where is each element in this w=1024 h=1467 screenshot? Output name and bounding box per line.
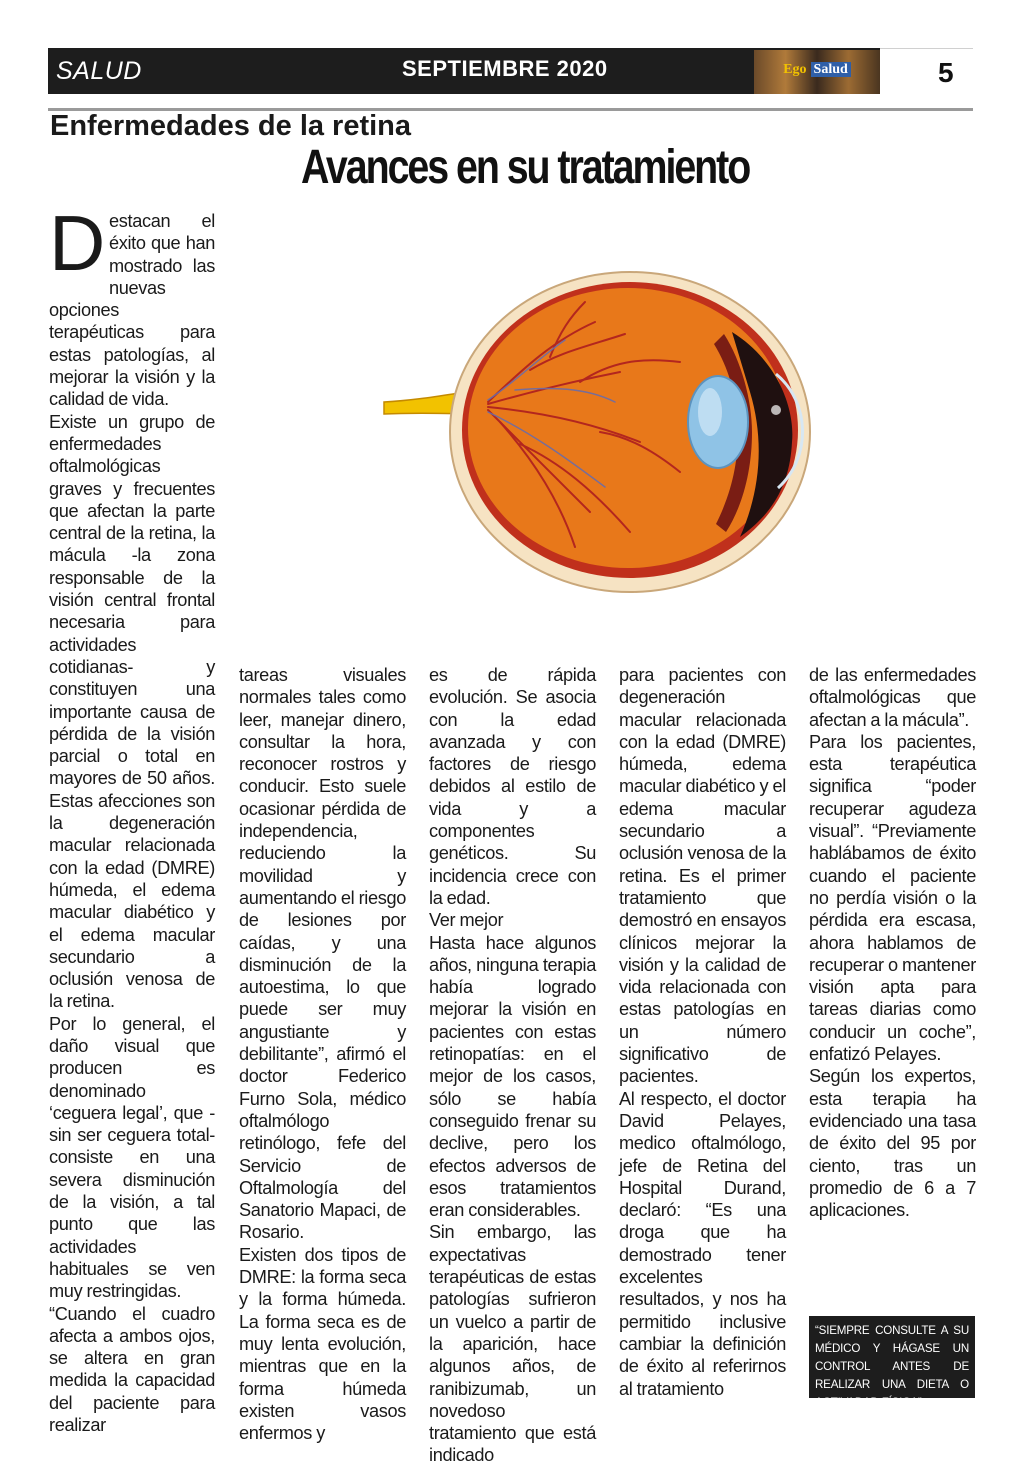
eye-anatomy-illustration	[380, 262, 820, 592]
paragraph: Hasta hace algunos años, ninguna terapia había logrado mejorar la visión en pacientes con estas retinopatías: en el mejor de los casos, sólo se había conseguido frenar su declive, pero los efectos adversos de esos tratamientos eran considerables.	[429, 932, 596, 1221]
paragraph: Sin embargo, las expectativas terapéuticas de estas patologías sufrieron un vuelco a partir de la aparición, hace algunos años, de ranibizumab, un novedoso tratamiento que está indicado	[429, 1222, 596, 1466]
article-column-1	[49, 199, 215, 1436]
paragraph: Para los pacientes, esta terapéutica significa “poder recuperar agudeza visual”. “Previamente hablábamos de éxito cuando el paciente no perdía visión o la pérdida era escasa, ahora hablamos de recuperar o mantener visión apta para tareas diarias como conducir un coche”, enfatizó Pelayes.	[809, 731, 976, 1065]
paragraph: Según los expertos, esta terapia ha evidenciado una tasa de éxito del 95 por ciento, tras un promedio de 6 a 7 aplicaciones.	[809, 1066, 976, 1221]
page-number-box	[880, 48, 973, 94]
eye-pupil-glint	[771, 405, 781, 415]
paragraph: Existen dos tipos de DMRE: la forma seca y la forma húmeda. La forma seca es de muy lenta evolución, mientras que en la forma húmeda existen vasos enfermos y	[239, 1244, 406, 1444]
paragraph: de las enfermedades oftalmológicas que afectan a la mácula”.	[809, 665, 976, 730]
page-number: 5	[938, 57, 954, 88]
logo-word-salud: Salud	[811, 62, 851, 77]
article-column-4	[619, 664, 786, 1400]
paragraph: tareas visuales normales tales como leer, manejar dinero, consultar la hora, reconocer rostros y conducir. Esto suele ocasionar pérdida de independencia, reduciendo la movilidad y aumentando el riesgo de lesiones por caídas, y una disminución de la autoestima, lo que puede ser muy angustiante y debilitante”, afirmó el doctor Federico Furno Sola, médico oftalmólogo retinólogo, fefe del Servicio de Oftalmología del Sanatorio Mapaci, de Rosario.	[239, 665, 406, 1243]
logo-text	[754, 62, 880, 78]
advice-callout: “SIEMPRE CONSULTE A SU MÉDICO Y HÁGASE UN CONTROL ANTES DE REALIZAR UNA DIETA O ACTIVADAD FÍSICA”	[809, 1316, 975, 1398]
subheading: Ver mejor	[429, 910, 504, 931]
article-column-3	[429, 664, 596, 1467]
section-label: SALUD	[56, 57, 142, 85]
paragraph: es de rápida evolución. Se asocia con la edad avanzada y con factores de riesgo debidos al estilo de vida y a componentes genéticos. Su incidencia crece con la edad.	[429, 665, 596, 908]
article-kicker: Enfermedades de la retina	[50, 110, 412, 142]
lead-paragraph	[49, 199, 215, 411]
drop-cap: D	[49, 199, 105, 287]
lead-text: estacan el éxito que han mostrado las nuevas opciones terapéuticas para estas patologías, al mejorar la visión y la calidad de vida.	[49, 211, 215, 410]
paragraph: para pacientes con degeneración macular relacionada con la edad (DMRE) húmeda, edema macular diabético y el edema macular secundario a oclusión venosa de la retina. Es el primer tratamiento que demostró en ensayos clínicos mejorar la visión y la calidad de vida relacionada con estas patologías en un número significativo de pacientes.	[619, 665, 786, 1087]
article-headline: Avances en su tratamiento	[301, 141, 750, 194]
publication-logo	[754, 50, 880, 94]
paragraph: “Cuando el cuadro afecta a ambos ojos, se altera en gran medida la capacidad del paciente para realizar	[49, 1303, 215, 1436]
logo-word-ego: Ego	[783, 62, 807, 77]
issue-date: SEPTIEMBRE 2020	[402, 56, 608, 81]
paragraph: Al respecto, el doctor David Pelayes, medico oftalmólogo, jefe de Retina del Hospital Durand, declaró: “Es una droga que ha demostrado tener excelentes resultados, y nos ha permitido inclusive cambiar la definición de éxito al referirnos al tratamiento	[619, 1088, 786, 1399]
eye-lens-highlight	[698, 388, 722, 436]
paragraph: Existe un grupo de enfermedades oftalmológicas graves y frecuentes que afectan la parte central de la retina, la mácula -la zona responsable de la visión central frontal necesaria para actividades cotidianas- y constituyen una importante causa de pérdida de la visión parcial o total en mayores de 50 años. Estas afecciones son la degeneración macular relacionada con la edad (DMRE) húmeda, el edema macular diabético y el edema macular secundario a oclusión venosa de la retina.	[49, 411, 215, 1012]
article-column-2	[239, 664, 406, 1444]
article-column-5	[809, 664, 976, 1221]
paragraph: Por lo general, el daño visual que producen es denominado ‘ceguera legal’, que -sin ser ceguera total- consiste en una severa disminución de la visión, a tal punto que las actividades habituales se ven muy restringidas.	[49, 1013, 215, 1302]
